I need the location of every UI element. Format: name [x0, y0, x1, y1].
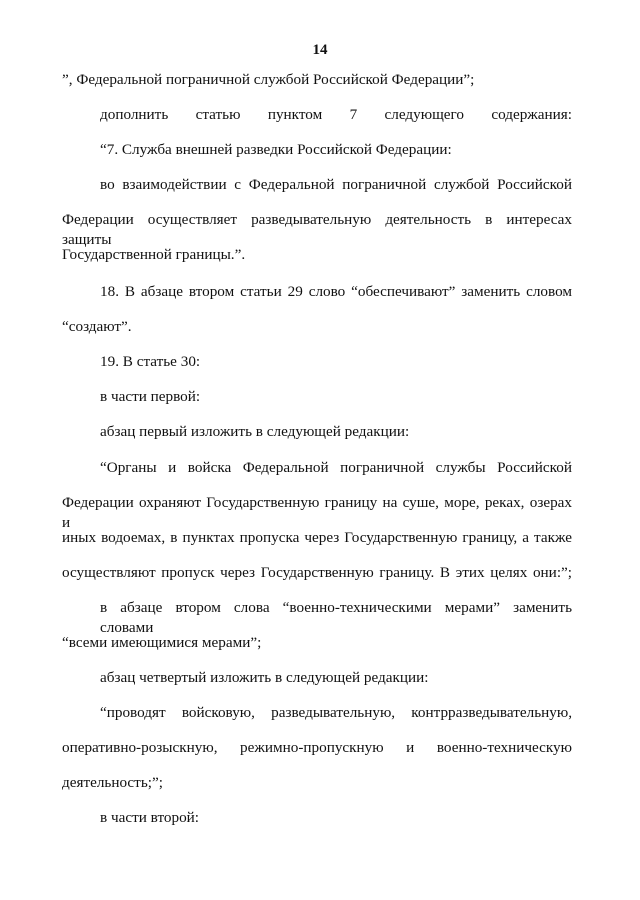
text-line: 18. В абзаце втором статьи 29 слово “обеспечивают” заменить словом	[100, 283, 572, 300]
page-number: 14	[312, 42, 328, 58]
text-line: “Органы и войска Федеральной пограничной службы Российской	[100, 459, 572, 476]
text-line: в части первой:	[100, 388, 201, 405]
text-line: “7. Служба внешней разведки Российской Федерации:	[100, 141, 452, 158]
text-line: Федерации осуществляет разведывательную деятельность в интересах защиты	[62, 211, 572, 248]
text-line: Федерации охраняют Государственную границу на суше, море, реках, озерах и	[62, 494, 572, 531]
text-line: “всеми имеющимися мерами”;	[62, 634, 262, 651]
text-line: дополнить статью пунктом 7 следующего содержания:	[100, 106, 572, 123]
text-line: в абзаце втором слова “военно-техническими мерами” заменить словами	[100, 599, 572, 636]
text-line: 19. В статье 30:	[100, 353, 201, 370]
text-line: оперативно-розыскную, режимно-пропускную и военно-техническую	[62, 739, 572, 756]
text-line: ”, Федеральной пограничной службой Российской Федерации”;	[62, 71, 475, 88]
text-line: Государственной границы.”.	[62, 246, 246, 263]
text-line: абзац четвертый изложить в следующей редакции:	[100, 669, 429, 686]
text-line: “создают”.	[62, 318, 132, 335]
text-line: “проводят войсковую, разведывательную, контрразведывательную,	[100, 704, 572, 721]
text-line: во взаимодействии с Федеральной пограничной службой Российской	[100, 176, 572, 193]
text-line: иных водоемах, в пунктах пропуска через Государственную границу, а также	[62, 529, 572, 546]
text-line: в части второй:	[100, 809, 200, 826]
text-line: абзац первый изложить в следующей редакции:	[100, 423, 410, 440]
text-line: осуществляют пропуск через Государственную границу. В этих целях они:”;	[62, 564, 572, 581]
text-line: деятельность;”;	[62, 774, 163, 791]
